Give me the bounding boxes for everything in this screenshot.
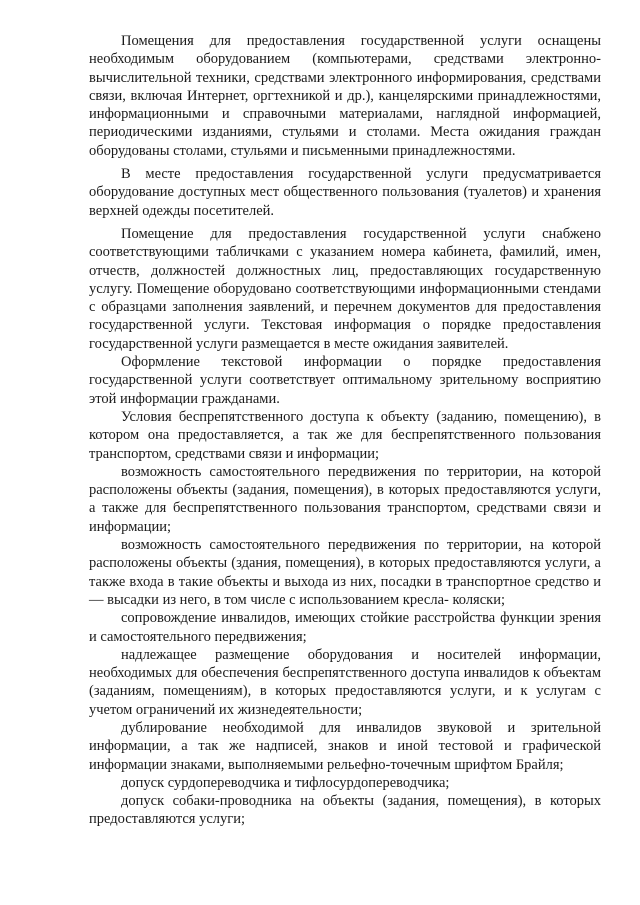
paragraph-movement-1: возможность самостоятельного передвижения по территории, на которой расположены объекты (задания, помещения), в которых предоставляются услуги, а также для беспрепятственного пользования транспортом, средствами связи и информации;	[89, 463, 601, 535]
paragraph-escort: сопровождение инвалидов, имеющих стойкие расстройства функции зрения и самостоятельного передвижения;	[89, 610, 601, 645]
paragraph-signage: Помещение для предоставления государственной услуги снабжено соответствующими табличками с указанием номера кабинета, фамилий, имен, отчеств, должностей должностных лиц, предоставляющих государственную услугу. Помещение оборудовано соответствующими информационными стендами с образцами заполнения заявлений, и перечнем документов для предоставления государственной услуги. Текстовая информация о порядке предоставления государственной услуги размещается в месте ожидания заявителей.	[89, 225, 601, 352]
paragraph-equipment: Помещения для предоставления государственной услуги оснащены необходимым оборудованием (компьютерами, средствами электронно-вычислительной техники, средствами электронного информирования, средствами связи, включая Интернет, оргтехникой и др.), канцелярскими принадлежностями, информационными и справочными материалами, наглядной информацией, периодическими изданиями, стульями и столами. Места ожидания граждан оборудованы столами, стульями и письменными принадлежностями.	[89, 33, 601, 159]
paragraph-braille: дублирование необходимой для инвалидов звуковой и зрительной информации, а так же надписей, знаков и иной тестовой и графической информации знаками, выполняемыми рельефно-точечным шрифтом Брайля;	[89, 719, 601, 773]
paragraph-access-conditions: Условия беспрепятственного доступа к объекту (заданию, помещению), в котором она предоставляется, а так же для беспрепятственного пользования транспортом, средствами связи и информации;	[89, 408, 601, 462]
document-body	[89, 32, 601, 829]
paragraph-sign-interpreter: допуск сурдопереводчика и тифлосурдопереводчика;	[121, 774, 450, 791]
paragraph-equipment-placement: надлежащее размещение оборудования и носителей информации, необходимых для обеспечения беспрепятственного доступа инвалидов к объектам (заданиям, помещениям), в которых предоставляются услуги, и к услугам с учетом ограничений их жизнедеятельности;	[89, 646, 601, 718]
paragraph-movement-2: возможность самостоятельного передвижения по территории, на которой расположены объекты (здания, помещения), в которых предоставляются услуги, а также входа в такие объекты и выхода из них, посадки в транспортное средство и — высадки из него, в том числе с использованием кресла- коляски;	[89, 537, 601, 608]
paragraph-text-formatting: Оформление текстовой информации о порядке предоставления государственной услуги соответствует оптимальному зрительному восприятию этой информации гражданами.	[89, 354, 601, 407]
paragraph-public-facilities: В месте предоставления государственной услуги предусматривается оборудование доступных мест общественного пользования (туалетов) и хранения верхней одежды посетителей.	[89, 166, 601, 219]
paragraph-guide-dog: допуск собаки-проводника на объекты (задания, помещения), в которых предоставляются услуги;	[89, 793, 601, 828]
